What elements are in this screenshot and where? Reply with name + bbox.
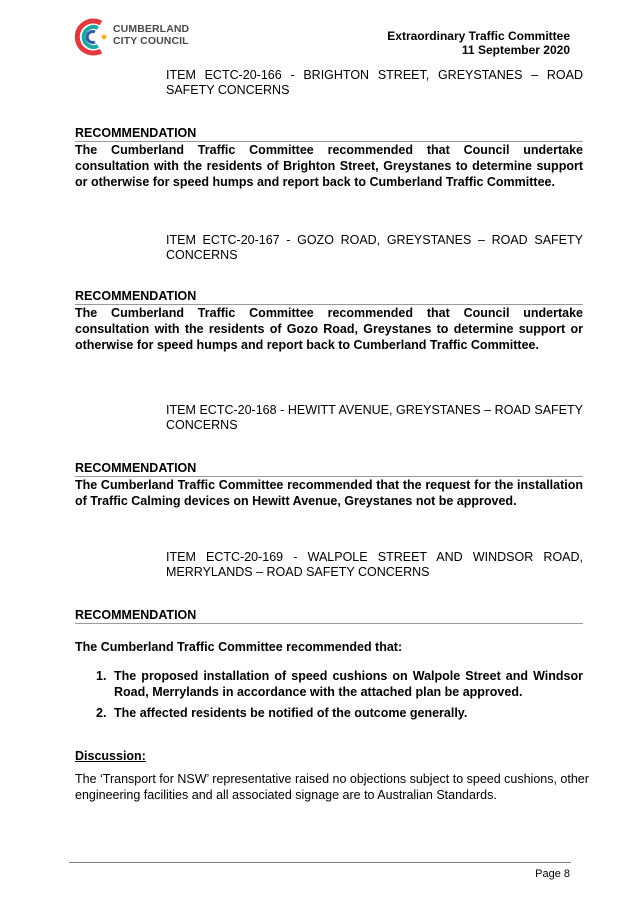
logo-line-2: CITY COUNCIL [113, 35, 189, 47]
list-item [90, 705, 583, 721]
recommendation-intro: The Cumberland Traffic Committee recommended that: [75, 640, 403, 654]
recommendation-heading: RECOMMENDATION [75, 461, 583, 477]
recommendation-text: The Cumberland Traffic Committee recommended that Council undertake consultation with the residents of Brighton Street, Greystanes to determine support or otherwise for speed humps and report back to Cumberland Traffic Committee. [75, 143, 583, 189]
list-item [90, 668, 583, 700]
recommendation-list [90, 668, 583, 721]
council-logo-icon [71, 11, 111, 63]
recommendation-text: The Cumberland Traffic Committee recommended that the request for the installation of Traffic Calming devices on Hewitt Avenue, Greystanes not be approved. [75, 478, 583, 508]
recommendation-heading: RECOMMENDATION [75, 289, 583, 305]
item-title: ITEM ECTC-20-168 - HEWITT AVENUE, GREYSTANES – ROAD SAFETY CONCERNS [166, 403, 583, 432]
item-title: ITEM ECTC-20-166 - BRIGHTON STREET, GREYSTANES – ROAD SAFETY CONCERNS [166, 68, 583, 97]
recommendation-heading: RECOMMENDATION [75, 126, 583, 142]
item-title: ITEM ECTC-20-167 - GOZO ROAD, GREYSTANES – ROAD SAFETY CONCERNS [166, 233, 583, 262]
list-number: 2. [96, 706, 107, 720]
item-title: ITEM ECTC-20-169 - WALPOLE STREET AND WINDSOR ROAD, MERRYLANDS – ROAD SAFETY CONCERNS [166, 550, 583, 579]
footer-divider [69, 862, 571, 863]
discussion-text: The ‘Transport for NSW’ representative raised no objections subject to speed cushions, other engineering facilities and all associated signage are to Australian Standards. [75, 772, 589, 802]
page-number: Page 8 [535, 868, 570, 880]
list-item-text: The affected residents be notified of the outcome generally. [114, 706, 468, 720]
logo-line-1: CUMBERLAND [113, 23, 190, 35]
recommendation-heading: RECOMMENDATION [75, 608, 583, 624]
list-item-text: The proposed installation of speed cushions on Walpole Street and Windsor Road, Merrylands in accordance with the attached plan be approved. [114, 669, 583, 699]
document-header [387, 29, 570, 57]
committee-name: Extraordinary Traffic Committee [387, 29, 570, 43]
logo-text [113, 23, 189, 47]
discussion-heading: Discussion: [75, 749, 146, 763]
list-number: 1. [96, 669, 107, 683]
council-logo [71, 11, 201, 63]
recommendation-text: The Cumberland Traffic Committee recommended that Council undertake consultation with the residents of Gozo Road, Greystanes to determine support or otherwise for speed humps and report back to Cumberland Traffic Committee. [75, 306, 583, 352]
meeting-date: 11 September 2020 [461, 43, 570, 57]
